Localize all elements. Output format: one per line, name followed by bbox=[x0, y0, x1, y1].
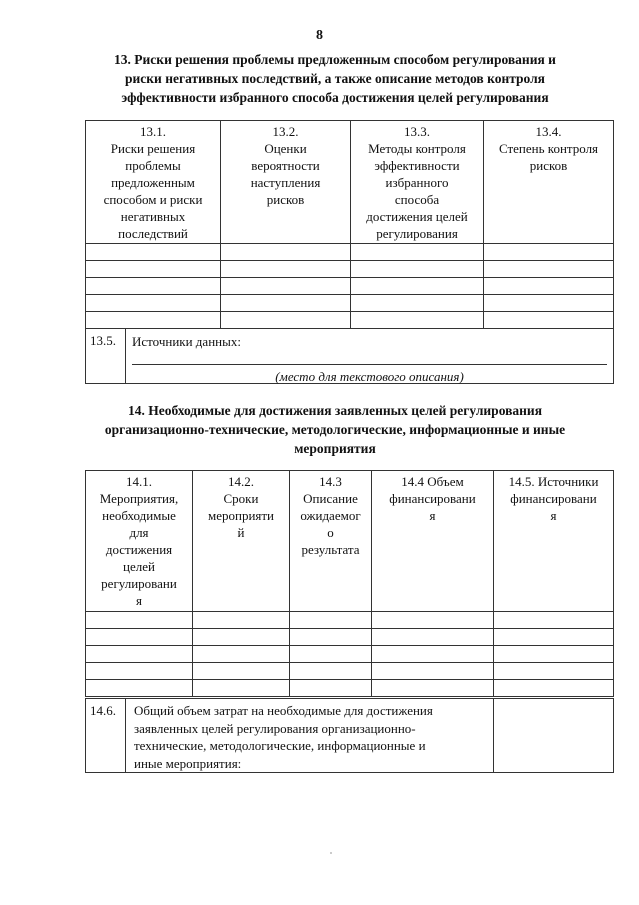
section-13-heading bbox=[70, 50, 600, 107]
heading-line: риски негативных последствий, а также описание методов контроля bbox=[125, 71, 545, 86]
data-sources-cell[interactable] bbox=[126, 329, 614, 384]
heading-line: мероприятия bbox=[294, 441, 376, 456]
table-row bbox=[86, 312, 614, 329]
page-number: 8 bbox=[316, 28, 323, 43]
expected-result-col-header: 14.3 Описание ожидаемог о результата bbox=[290, 471, 372, 612]
heading-line: организационно-технические, методологические, информационные и иные bbox=[104, 422, 566, 437]
total-costs-number: 14.6. bbox=[86, 699, 126, 773]
total-costs-description: Общий объем затрат на необходимые для достижения заявленных целей регулирования организационно- технические, методологические, информационные и иные мероприятия: bbox=[126, 699, 494, 773]
heading-line: эффективности избранного способа достижения целей регулирования bbox=[121, 90, 549, 105]
control-methods-col-header: 13.3. Методы контроля эффективности избранного способа достижения целей регулирования bbox=[351, 121, 484, 244]
funding-sources-col-header: 14.5. Источники финансировани я bbox=[494, 471, 614, 612]
measures-col-header: 14.1. Мероприятия, необходимые для достижения целей регулировани я bbox=[86, 471, 193, 612]
total-costs-value-cell[interactable] bbox=[494, 699, 614, 773]
measures-table bbox=[85, 470, 614, 697]
control-degree-col-header: 13.4. Степень контроля рисков bbox=[484, 121, 614, 244]
table-row bbox=[86, 629, 614, 646]
funding-amount-col-header: 14.4 Объем финансировани я bbox=[372, 471, 494, 612]
deadlines-col-header: 14.2. Сроки мероприяти й bbox=[193, 471, 290, 612]
risks-table bbox=[85, 120, 614, 329]
text-underline bbox=[132, 364, 607, 365]
probability-col-header: 13.2. Оценки вероятности наступления рисков bbox=[221, 121, 351, 244]
table-row bbox=[86, 278, 614, 295]
table-row bbox=[86, 244, 614, 261]
table-row bbox=[86, 295, 614, 312]
risks-col-header: 13.1. Риски решения проблемы предложенным способом и риски негативных последствий bbox=[86, 121, 221, 244]
data-sources-label: Источники данных: bbox=[132, 334, 241, 349]
data-sources-table bbox=[85, 328, 614, 384]
total-costs-table bbox=[85, 698, 614, 773]
table-row bbox=[86, 663, 614, 680]
table-row bbox=[86, 680, 614, 697]
data-sources-number: 13.5. bbox=[86, 329, 126, 384]
table-row bbox=[86, 612, 614, 629]
heading-line: 13. Риски решения проблемы предложенным способом регулирования и bbox=[114, 52, 556, 67]
section-14-heading bbox=[70, 401, 600, 458]
scan-dot bbox=[330, 852, 332, 854]
text-description-hint: (место для текстового описания) bbox=[275, 369, 464, 384]
heading-line: 14. Необходимые для достижения заявленных целей регулирования bbox=[127, 403, 543, 418]
table-row bbox=[86, 646, 614, 663]
table-row bbox=[86, 261, 614, 278]
